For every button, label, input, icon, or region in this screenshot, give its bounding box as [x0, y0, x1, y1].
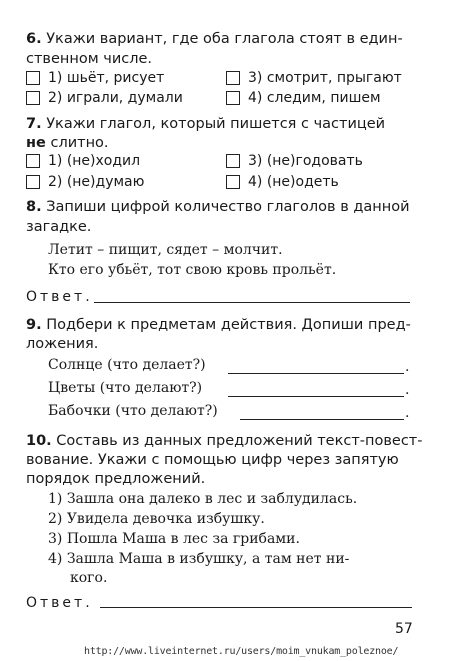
q8-answer-label: Ответ.: [26, 289, 93, 305]
q9-butterflies-answer-line[interactable]: [240, 419, 404, 420]
q6-option1-label: 1) шьёт, рисует: [48, 70, 165, 86]
q9-text-line1: Подбери к предметам действия. Допиши пред-: [46, 317, 411, 333]
q10-sentence3: 3) Пошла Маша в лес за грибами.: [48, 531, 300, 547]
q6-option2-label: 2) играли, думали: [48, 90, 183, 106]
q10-sentence4: 4) Зашла Маша в избушку, а там нет ни-: [48, 551, 350, 567]
q7-text-line2: [26, 133, 109, 153]
riddle-line2: Кто его убьёт, тот свою кровь прольёт.: [48, 262, 337, 278]
q7-option3-checkbox[interactable]: [226, 154, 240, 168]
footer-url[interactable]: http://www.liveinternet.ru/users/moim_vnukam_poleznoe/: [84, 646, 399, 657]
q7-option1-label: 1) (не)ходил: [48, 153, 141, 169]
q6-option1-checkbox[interactable]: [26, 71, 40, 85]
q10-number: 10.: [26, 433, 52, 449]
q8-text-line2: загадке.: [26, 219, 92, 235]
q7-text-line2-rest: слитно.: [45, 135, 109, 151]
q10-text-line2: вование. Укажи с помощью цифр через запятую: [26, 452, 399, 468]
q7-ne-word: не: [26, 135, 46, 151]
q7-option4-checkbox[interactable]: [226, 175, 240, 189]
q10-sentence2: 2) Увидела девочка избушку.: [48, 511, 265, 527]
q10-prompt: [26, 431, 426, 451]
q7-text-line1: Укажи глагол, который пишется с частицей: [46, 116, 386, 132]
q8-prompt: [26, 197, 426, 217]
q7-number: 7.: [26, 116, 42, 132]
q7-option1-checkbox[interactable]: [26, 154, 40, 168]
q10-answer-label: Ответ.: [26, 595, 93, 611]
q6-number: 6.: [26, 31, 42, 47]
q10-text-line1: Составь из данных предложений текст-повест-: [56, 433, 423, 449]
q9-flowers-answer-line[interactable]: [228, 396, 404, 397]
q7-option3-label: 3) (не)годовать: [248, 153, 363, 169]
q8-number: 8.: [26, 199, 42, 215]
q8-answer-line[interactable]: [94, 302, 410, 303]
q6-text-line1: Укажи вариант, где оба глагола стоят в един-: [46, 31, 403, 47]
q10-answer-line[interactable]: [100, 607, 412, 608]
q9-text-line2: ложения.: [26, 336, 99, 352]
q9-item-sun: Солнце (что делает?): [48, 357, 206, 373]
q9-prompt: [26, 315, 426, 335]
page-number: 57: [395, 621, 413, 637]
riddle-line1: Летит – пищит, сядет – молчит.: [48, 242, 283, 258]
q9-item-butterflies: Бабочки (что делают?): [48, 403, 218, 419]
q7-option2-label: 2) (не)думаю: [48, 174, 145, 190]
q10-text-line3: порядок предложений.: [26, 471, 206, 487]
q7-option2-checkbox[interactable]: [26, 175, 40, 189]
q9-sun-answer-line[interactable]: [228, 373, 404, 374]
q6-option2-checkbox[interactable]: [26, 91, 40, 105]
q6-prompt: [26, 29, 426, 49]
q9-number: 9.: [26, 317, 42, 333]
q7-option4-label: 4) (не)одеть: [248, 174, 339, 190]
q6-option4-checkbox[interactable]: [226, 91, 240, 105]
q9-item-flowers: Цветы (что делают?): [48, 380, 203, 396]
q6-option3-checkbox[interactable]: [226, 71, 240, 85]
q10-sentence1: 1) Зашла она далеко в лес и заблудилась.: [48, 491, 358, 507]
q10-sentence4-cont: кого.: [70, 570, 108, 586]
q7-prompt: [26, 114, 426, 134]
q6-option3-label: 3) смотрит, прыгают: [248, 70, 402, 86]
q6-text-line2: ственном числе.: [26, 51, 153, 67]
q6-option4-label: 4) следим, пишем: [248, 90, 381, 106]
workbook-page: 6. Укажи вариант, где оба глагола стоят в един- ственном числе. 1) шьёт, рисует 3) смотрит, прыгают 2) играли, думали 4) следим, пишем 7. Укажи глагол, который пишется с частицей не слитно. 1) (не)ходил 3) (не)годовать 2) (не)думаю 4) (не)одеть 8. Запиши цифрой количество глаголов в данной загадке. Летит – пищит, сядет – молчит. Кто его убьёт, тот свою кровь прольёт. Ответ. 9. Подбери к предметам действия. Допиши пред- ложения. Солнце (что делает?) . Цветы (что делают?) . Бабочки (что делают?) . 10. Составь из данных предложений текст-повест- вование. Укажи с помощью цифр через запятую порядок предложений. 1) Зашла она далеко в лес и заблудилась. 2) Увидела девочка избушку. 3) Пошла Маша в лес за грибами. 4) Зашла Маша в избушку, а там нет ни- кого. Ответ. 57 http://www.liveinternet.ru/users/moim_vnukam_poleznoe/: [0, 0, 456, 661]
q8-text-line1: Запиши цифрой количество глаголов в данной: [46, 199, 410, 215]
